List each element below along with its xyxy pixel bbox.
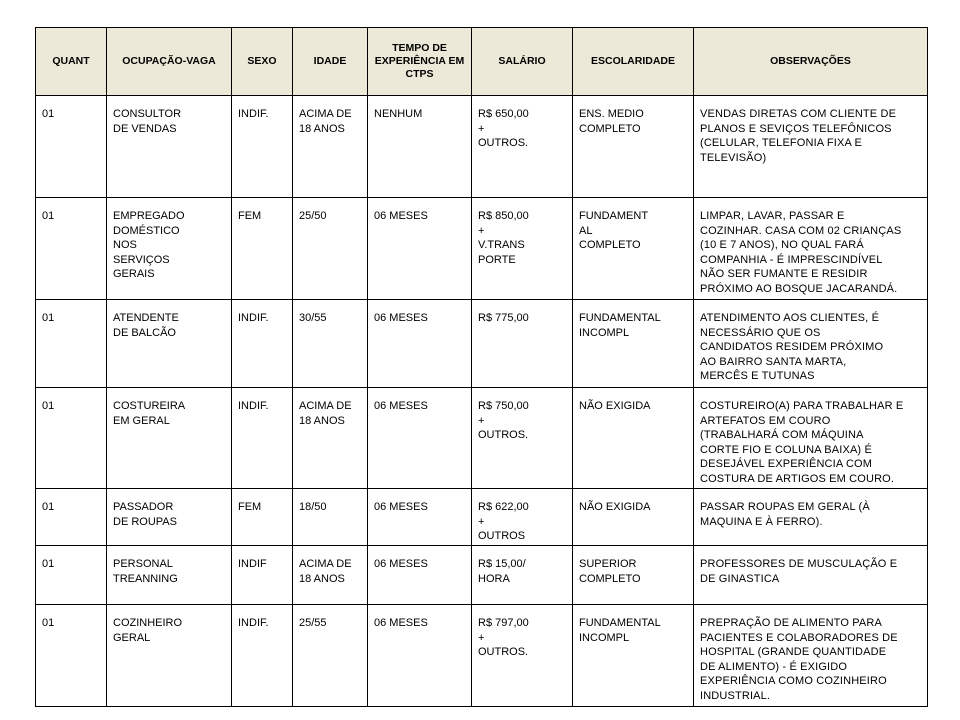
- cell-escolaridade: NÃO EXIGIDA: [573, 388, 694, 489]
- cell-experiencia: 06 MESES: [368, 300, 472, 388]
- cell-quant: 01: [36, 96, 107, 198]
- cell-sexo: INDIF.: [232, 388, 293, 489]
- cell-experiencia: 06 MESES: [368, 489, 472, 546]
- cell-idade: ACIMA DE 18 ANOS: [293, 388, 368, 489]
- header-quant: QUANT: [36, 28, 107, 96]
- cell-quant: 01: [36, 198, 107, 300]
- header-salario: SALÁRIO: [472, 28, 573, 96]
- table-row: [36, 489, 928, 546]
- header-sexo: SEXO: [232, 28, 293, 96]
- header-idade: IDADE: [293, 28, 368, 96]
- cell-sexo: INDIF.: [232, 300, 293, 388]
- cell-idade: ACIMA DE 18 ANOS: [293, 546, 368, 605]
- cell-idade: 25/55: [293, 605, 368, 707]
- cell-sexo: INDIF.: [232, 605, 293, 707]
- cell-quant: 01: [36, 605, 107, 707]
- cell-idade: 25/50: [293, 198, 368, 300]
- cell-experiencia: NENHUM: [368, 96, 472, 198]
- cell-escolaridade: FUNDAMENTAL INCOMPL: [573, 605, 694, 707]
- cell-escolaridade: ENS. MEDIO COMPLETO: [573, 96, 694, 198]
- cell-experiencia: 06 MESES: [368, 546, 472, 605]
- cell-experiencia: 06 MESES: [368, 198, 472, 300]
- cell-escolaridade: NÃO EXIGIDA: [573, 489, 694, 546]
- cell-quant: 01: [36, 489, 107, 546]
- table-row: [36, 96, 928, 198]
- cell-observacoes: LIMPAR, LAVAR, PASSAR E COZINHAR. CASA COM 02 CRIANÇAS (10 E 7 ANOS), NO QUAL FARÁ COMPANHIA - É IMPRESCINDÍVEL NÃO SER FUMANTE E RESIDIR PRÓXIMO AO BOSQUE JACARANDÁ.: [694, 198, 928, 300]
- cell-escolaridade: FUNDAMENTAL INCOMPL: [573, 300, 694, 388]
- cell-escolaridade: FUNDAMENT AL COMPLETO: [573, 198, 694, 300]
- cell-sexo: FEM: [232, 489, 293, 546]
- table-row: [36, 546, 928, 605]
- cell-ocupacao: CONSULTOR DE VENDAS: [107, 96, 232, 198]
- cell-observacoes: COSTUREIRO(A) PARA TRABALHAR E ARTEFATOS EM COURO (TRABALHARÁ COM MÁQUINA CORTE FIO E COLUNA BAIXA) É DESEJÁVEL EXPERIÊNCIA COM COSTURA DE ARTIGOS EM COURO.: [694, 388, 928, 489]
- cell-salario: R$ 797,00 + OUTROS.: [472, 605, 573, 707]
- cell-ocupacao: COSTUREIRA EM GERAL: [107, 388, 232, 489]
- cell-quant: 01: [36, 388, 107, 489]
- cell-observacoes: VENDAS DIRETAS COM CLIENTE DE PLANOS E SEVIÇOS TELEFÔNICOS (CELULAR, TELEFONIA FIXA E TELEVISÃO): [694, 96, 928, 198]
- table-row: [36, 388, 928, 489]
- cell-salario: R$ 750,00 + OUTROS.: [472, 388, 573, 489]
- header-escolaridade: ESCOLARIDADE: [573, 28, 694, 96]
- cell-salario: R$ 622,00 + OUTROS: [472, 489, 573, 546]
- cell-ocupacao: PASSADOR DE ROUPAS: [107, 489, 232, 546]
- table-row: [36, 300, 928, 388]
- cell-salario: R$ 15,00/ HORA: [472, 546, 573, 605]
- cell-quant: 01: [36, 546, 107, 605]
- cell-idade: 30/55: [293, 300, 368, 388]
- cell-observacoes: PREPRAÇÃO DE ALIMENTO PARA PACIENTES E COLABORADORES DE HOSPITAL (GRANDE QUANTIDADE DE ALIMENTO) - É EXIGIDO EXPERIÊNCIA COMO COZINHEIRO INDUSTRIAL.: [694, 605, 928, 707]
- cell-observacoes: PROFESSORES DE MUSCULAÇÃO E DE GINASTICA: [694, 546, 928, 605]
- header-observacoes: OBSERVAÇÕES: [694, 28, 928, 96]
- cell-experiencia: 06 MESES: [368, 605, 472, 707]
- cell-sexo: INDIF.: [232, 96, 293, 198]
- cell-ocupacao: ATENDENTE DE BALCÃO: [107, 300, 232, 388]
- cell-ocupacao: PERSONAL TREANNING: [107, 546, 232, 605]
- cell-observacoes: PASSAR ROUPAS EM GERAL (À MAQUINA E À FERRO).: [694, 489, 928, 546]
- cell-salario: R$ 650,00 + OUTROS.: [472, 96, 573, 198]
- cell-sexo: FEM: [232, 198, 293, 300]
- cell-quant: 01: [36, 300, 107, 388]
- table-row: [36, 198, 928, 300]
- cell-ocupacao: EMPREGADO DOMÉSTICO NOS SERVIÇOS GERAIS: [107, 198, 232, 300]
- table-header-row: [36, 28, 928, 96]
- cell-observacoes: ATENDIMENTO AOS CLIENTES, É NECESSÁRIO QUE OS CANDIDATOS RESIDEM PRÓXIMO AO BAIRRO SANTA MARTA, MERCÊS E TUTUNAS: [694, 300, 928, 388]
- header-ocupacao-vaga: OCUPAÇÃO-VAGA: [107, 28, 232, 96]
- cell-escolaridade: SUPERIOR COMPLETO: [573, 546, 694, 605]
- table-row: [36, 605, 928, 707]
- job-vacancies-table: [35, 27, 928, 707]
- cell-salario: R$ 775,00: [472, 300, 573, 388]
- cell-salario: R$ 850,00 + V.TRANS PORTE: [472, 198, 573, 300]
- cell-idade: 18/50: [293, 489, 368, 546]
- cell-ocupacao: COZINHEIRO GERAL: [107, 605, 232, 707]
- cell-idade: ACIMA DE 18 ANOS: [293, 96, 368, 198]
- cell-sexo: INDIF: [232, 546, 293, 605]
- cell-experiencia: 06 MESES: [368, 388, 472, 489]
- header-tempo-experiencia: TEMPO DE EXPERIÊNCIA EM CTPS: [368, 28, 472, 96]
